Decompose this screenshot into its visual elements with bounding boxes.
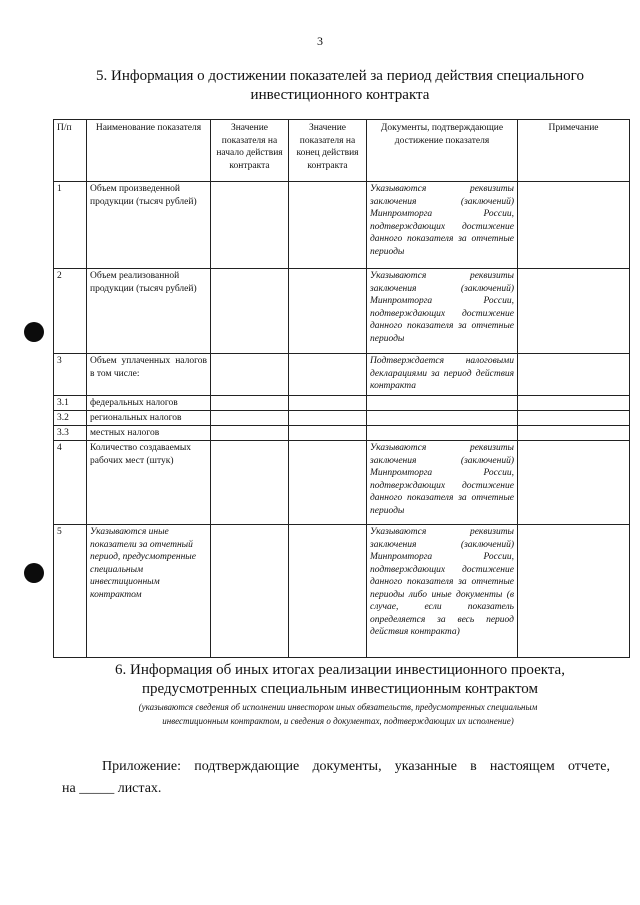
table-row — [54, 411, 630, 426]
row-documents — [367, 396, 518, 411]
row-end-value — [289, 182, 367, 269]
punch-hole — [24, 322, 44, 342]
row-documents — [367, 411, 518, 426]
row-documents: Указываются реквизиты заключения (заключений) Минпромторга России, подтверждающих достижение данного показателя за отчетные периоды либо иные документы (в случае, если показатель определяется за весь период действия контракта) — [367, 525, 518, 658]
section-5-title-line2: инвестиционного контракта — [250, 87, 430, 103]
row-start-value — [211, 525, 289, 658]
row-end-value — [289, 441, 367, 525]
row-num: 3.3 — [54, 426, 87, 441]
row-start-value — [211, 354, 289, 396]
row-start-value — [211, 441, 289, 525]
section-6-note-line2: инвестиционным контрактом, и сведения о документах, подтверждающих их исполнение) — [162, 716, 514, 726]
table-row — [54, 269, 630, 354]
section-6-title — [60, 661, 620, 699]
section-5-title — [60, 67, 620, 105]
row-note — [518, 411, 630, 426]
row-num: 3.2 — [54, 411, 87, 426]
table-row — [54, 441, 630, 525]
punch-hole — [24, 563, 44, 583]
row-name: региональных налогов — [87, 411, 211, 426]
row-end-value — [289, 396, 367, 411]
row-start-value — [211, 182, 289, 269]
row-num: 1 — [54, 182, 87, 269]
row-name: федеральных налогов — [87, 396, 211, 411]
row-name: Объем уплаченных налогов в том числе: — [87, 354, 211, 396]
table-header-row — [54, 120, 630, 182]
row-note — [518, 525, 630, 658]
annex-line1: Приложение: подтверждающие документы, указанные в настоящем отчете, — [102, 759, 610, 774]
row-note — [518, 354, 630, 396]
row-start-value — [211, 426, 289, 441]
row-num: 2 — [54, 269, 87, 354]
header-end-value: Значение показателя на конец действия контракта — [289, 120, 367, 182]
header-name: Наименование показателя — [87, 120, 211, 182]
section-6-note — [88, 700, 588, 728]
row-num: 5 — [54, 525, 87, 658]
row-num: 3 — [54, 354, 87, 396]
row-name: Указываются иные показатели за отчетный период, предусмотренные специальным инвестиционным контрактом — [87, 525, 211, 658]
row-note — [518, 426, 630, 441]
row-name: Объем произведенной продукции (тысяч рублей) — [87, 182, 211, 269]
row-documents: Указываются реквизиты заключения (заключений) Минпромторга России, подтверждающих достижение данного показателя за отчетные периоды — [367, 441, 518, 525]
row-start-value — [211, 411, 289, 426]
row-start-value — [211, 396, 289, 411]
table-row — [54, 525, 630, 658]
row-end-value — [289, 354, 367, 396]
page-number: 3 — [317, 34, 323, 48]
row-documents: Указываются реквизиты заключения (заключений) Минпромторга России, подтверждающих достижение данного показателя за отчетные периоды — [367, 269, 518, 354]
row-num: 4 — [54, 441, 87, 525]
table-row — [54, 354, 630, 396]
row-name: Объем реализованной продукции (тысяч рублей) — [87, 269, 211, 354]
indicators-table — [53, 119, 630, 658]
row-num: 3.1 — [54, 396, 87, 411]
section-5-title-line1: 5. Информация о достижении показателей за период действия специального — [96, 68, 584, 84]
section-6-note-line1: (указываются сведения об исполнении инвестором иных обязательств, предусмотренных специальным — [138, 702, 538, 712]
table-row — [54, 396, 630, 411]
row-note — [518, 182, 630, 269]
header-num: П/п — [54, 120, 87, 182]
row-end-value — [289, 269, 367, 354]
row-end-value — [289, 426, 367, 441]
row-name: местных налогов — [87, 426, 211, 441]
row-note — [518, 441, 630, 525]
row-name: Количество создаваемых рабочих мест (штук) — [87, 441, 211, 525]
table-row — [54, 426, 630, 441]
annex-line2: на _____ листах. — [62, 781, 162, 796]
header-note: Примечание — [518, 120, 630, 182]
row-note — [518, 396, 630, 411]
row-end-value — [289, 411, 367, 426]
annex-paragraph — [62, 756, 610, 800]
header-documents: Документы, подтверждающие достижение показателя — [367, 120, 518, 182]
section-6-title-line2: предусмотренных специальным инвестиционным контрактом — [141, 681, 539, 697]
row-documents — [367, 426, 518, 441]
row-start-value — [211, 269, 289, 354]
table-row — [54, 182, 630, 269]
row-documents: Подтверждается налоговыми декларациями за период действия контракта — [367, 354, 518, 396]
row-documents: Указываются реквизиты заключения (заключений) Минпромторга России, подтверждающих достижение данного показателя за отчетные периоды — [367, 182, 518, 269]
row-note — [518, 269, 630, 354]
section-6-title-line1: 6. Информация об иных итогах реализации инвестиционного проекта, — [115, 662, 565, 678]
header-start-value: Значение показателя на начало действия контракта — [211, 120, 289, 182]
row-end-value — [289, 525, 367, 658]
